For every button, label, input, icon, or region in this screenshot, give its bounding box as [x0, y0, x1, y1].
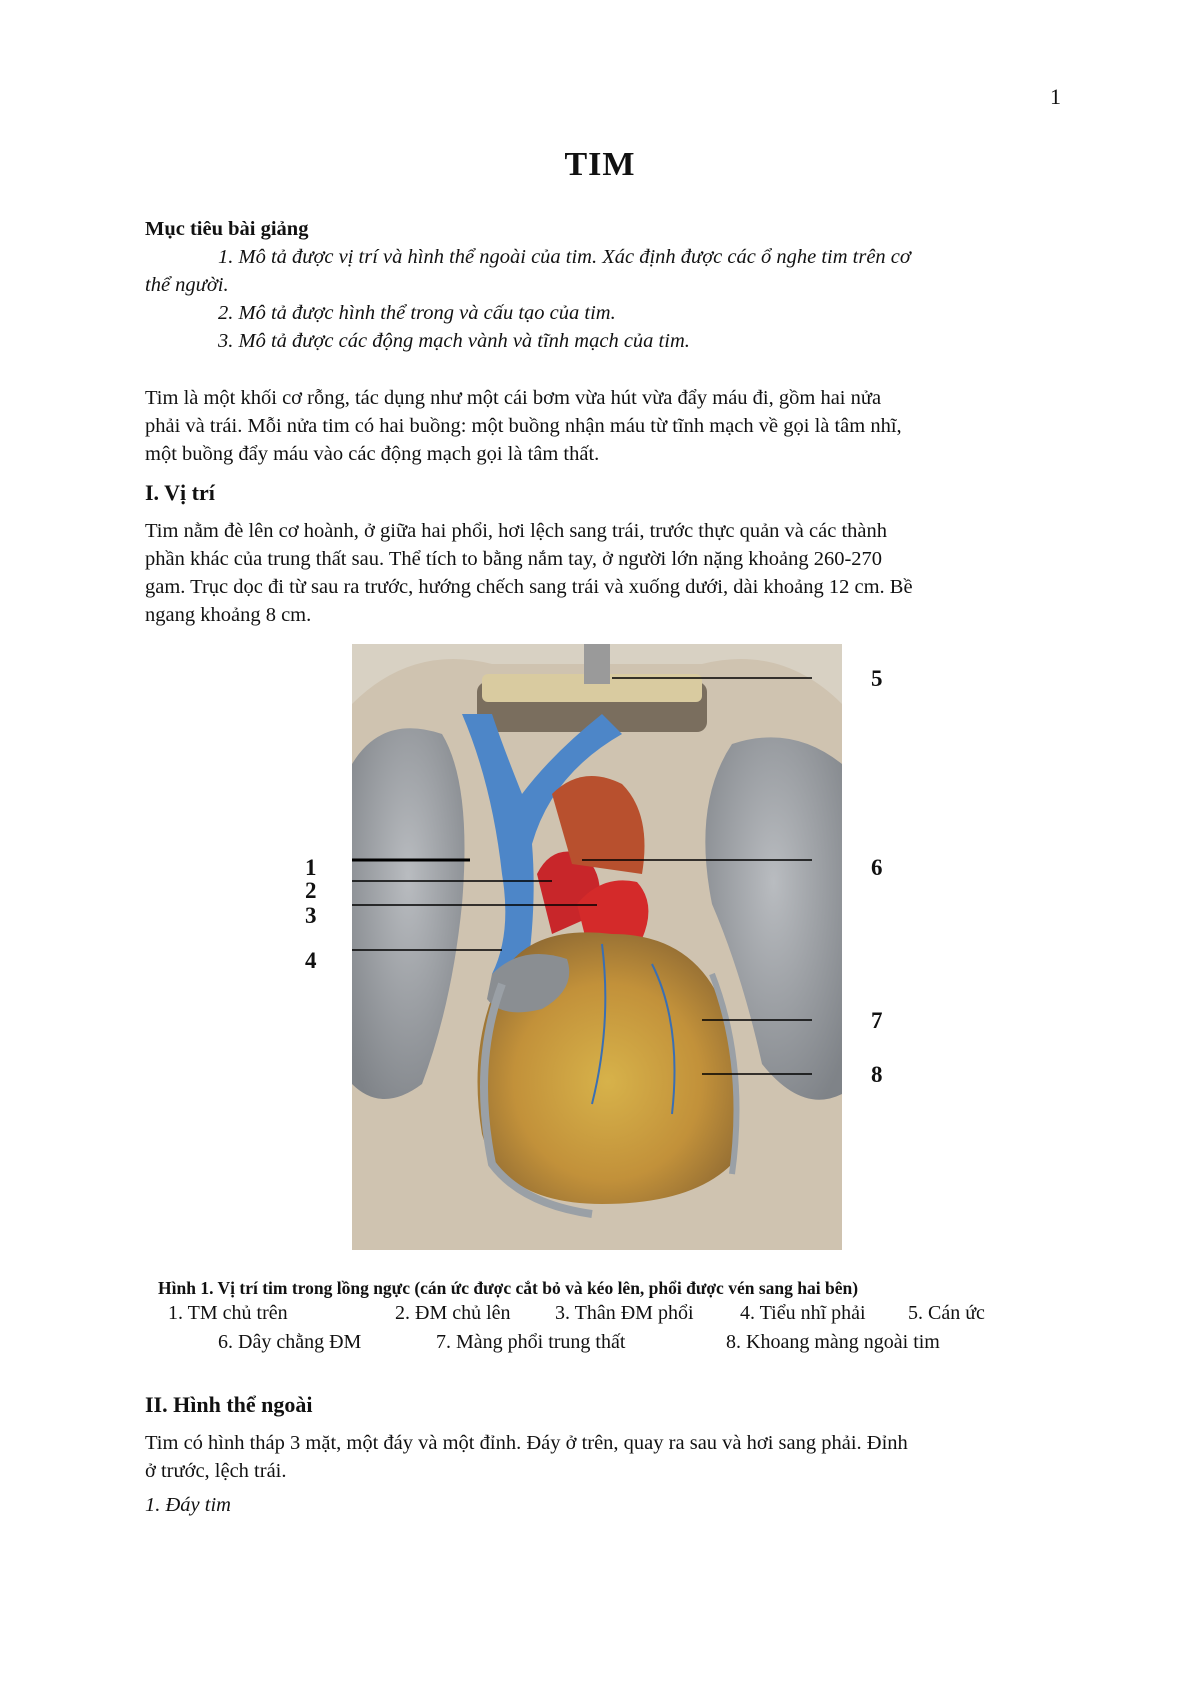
page-number: 1 [1050, 84, 1061, 109]
section-1-line-3: gam. Trục dọc đi từ sau ra trước, hướng chếch sang trái và xuống dưới, dài khoảng 12 cm. Bề [145, 576, 913, 598]
section-1-line-1: Tim nằm đè lên cơ hoành, ở giữa hai phổi, hơi lệch sang trái, trước thực quản và các thành [145, 520, 887, 542]
figure-label-5: 5 [871, 666, 883, 691]
objectives-heading: Mục tiêu bài giảng [145, 218, 309, 240]
legend-item-8: 8. Khoang màng ngoài tim [726, 1331, 940, 1353]
legend-item-4: 4. Tiểu nhĩ phải [740, 1302, 866, 1324]
legend-item-1: 1. TM chủ trên [168, 1302, 288, 1324]
figure-label-4: 4 [305, 948, 317, 973]
objective-1-line-2: thể người. [145, 274, 229, 296]
figure-label-3: 3 [305, 903, 317, 928]
legend-item-5: 5. Cán ức [908, 1302, 985, 1324]
figure-caption: Hình 1. Vị trí tim trong lồng ngực (cán ức được cắt bỏ và kéo lên, phổi được vén sang hai bên) [158, 1278, 859, 1298]
section-2-heading: II. Hình thể ngoài [145, 1392, 313, 1417]
section-1-line-2: phần khác của trung thất sau. Thể tích to bằng nắm tay, ở người lớn nặng khoảng 260-270 [145, 548, 883, 570]
figure-label-2: 2 [305, 878, 317, 903]
heart-anatomy-illustration [352, 644, 842, 1250]
intro-line-1: Tim là một khối cơ rỗng, tác dụng như một cái bơm vừa hút vừa đẩy máu đi, gồm hai nửa [145, 387, 882, 409]
objective-2: 2. Mô tả được hình thể trong và cấu tạo của tim. [218, 302, 616, 324]
legend-item-6: 6. Dây chằng ĐM [218, 1331, 362, 1353]
section-2-line-2: ở trước, lệch trái. [145, 1460, 287, 1482]
legend-item-7: 7. Màng phổi trung thất [436, 1331, 626, 1353]
page-title: TIM [564, 146, 636, 183]
objective-3: 3. Mô tả được các động mạch vành và tĩnh mạch của tim. [218, 330, 690, 352]
legend-item-2: 2. ĐM chủ lên [395, 1302, 511, 1324]
section-1-line-4: ngang khoảng 8 cm. [145, 604, 312, 626]
subsection-heading: 1. Đáy tim [145, 1494, 231, 1516]
section-2-line-1: Tim có hình tháp 3 mặt, một đáy và một đỉnh. Đáy ở trên, quay ra sau và hơi sang phải. Đỉnh [145, 1432, 908, 1454]
intro-line-3: một buồng đẩy máu vào các động mạch gọi là tâm thất. [145, 443, 600, 465]
figure-label-8: 8 [871, 1062, 883, 1087]
figure-label-1: 1 [305, 855, 317, 880]
section-1-heading: I. Vị trí [145, 480, 215, 505]
legend-item-3: 3. Thân ĐM phổi [555, 1302, 694, 1324]
figure-label-6: 6 [871, 855, 883, 880]
intro-line-2: phải và trái. Mỗi nửa tim có hai buồng: một buồng nhận máu từ tĩnh mạch về gọi là tâm nhĩ, [145, 415, 902, 437]
objective-1-line-1: 1. Mô tả được vị trí và hình thể ngoài của tim. Xác định được các ổ nghe tim trên cơ [218, 246, 911, 268]
figure-label-7: 7 [871, 1008, 883, 1033]
